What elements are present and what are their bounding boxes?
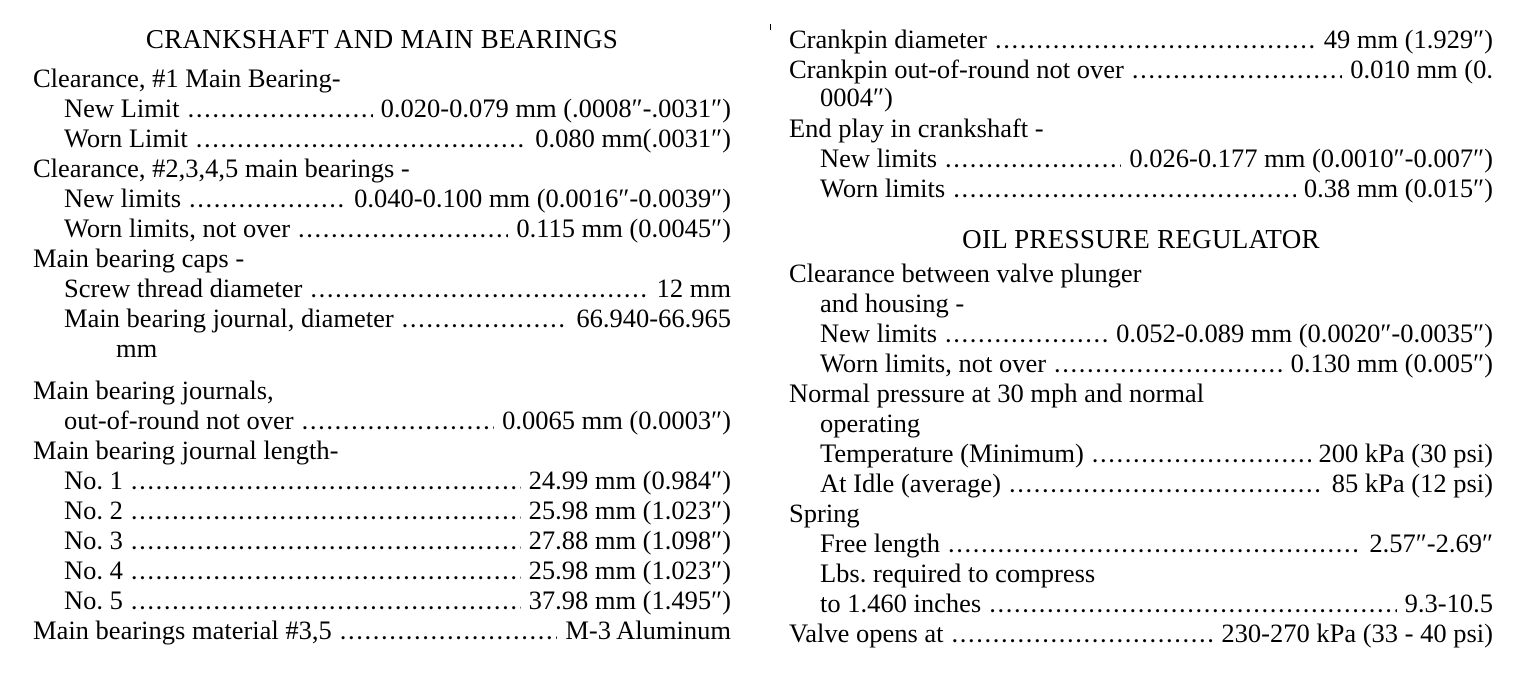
leader-dots — [302, 405, 494, 435]
spec-label: Worn Limit — [64, 123, 188, 153]
crankpin-out-of-round-continued: 0004″) — [820, 82, 893, 112]
leader-dots — [1009, 468, 1324, 498]
spec-value: 37.98 mm (1.495″) — [528, 585, 731, 615]
spec-label: Free length — [820, 528, 940, 558]
spring-heading: Spring — [789, 498, 860, 528]
spec-value: 0.0065 mm (0.0003″) — [502, 405, 731, 435]
leader-dots — [189, 183, 346, 213]
leader-dots — [340, 615, 558, 645]
leader-dots — [196, 123, 527, 153]
spec-value: 66.940-66.965 — [576, 303, 731, 333]
spec-value: 0.020-0.079 mm (.0008″-.0031″) — [380, 93, 731, 123]
spec-value: 0.080 mm(.0031″) — [535, 123, 731, 153]
column-divider — [770, 24, 771, 30]
normal-pressure-heading: Normal pressure at 30 mph and normal — [789, 378, 1205, 408]
spec-row-material — [33, 615, 731, 645]
operating-heading: operating — [820, 408, 921, 438]
leader-dots — [953, 173, 1296, 203]
spec-label: Worn limits, not over — [64, 213, 291, 243]
spec-value: 12 mm — [656, 273, 731, 303]
spec-row-no-2 — [64, 495, 731, 525]
spec-value: 0.130 mm (0.005″) — [1290, 348, 1493, 378]
spec-value: 0.026-0.177 mm (0.0010″-0.007″) — [1129, 143, 1493, 173]
leader-dots — [188, 93, 373, 123]
spec-value: 0.040-0.100 mm (0.0016″-0.0039″) — [354, 183, 731, 213]
leader-dots — [310, 273, 648, 303]
spec-row-crankpin-out-of-round — [789, 54, 1493, 84]
spec-row-no-5 — [64, 585, 731, 615]
leader-dots — [131, 495, 521, 525]
leader-dots — [989, 588, 1396, 618]
leader-dots — [402, 303, 569, 333]
spec-label: New limits — [820, 143, 938, 173]
spec-row-free-length — [820, 528, 1493, 558]
spec-value: 27.88 mm (1.098″) — [528, 525, 731, 555]
spec-value: 25.98 mm (1.023″) — [528, 495, 731, 525]
and-housing-heading: and housing - — [820, 288, 965, 318]
leader-dots — [945, 318, 1108, 348]
journals-heading: Main bearing journals, — [33, 375, 274, 405]
spec-label: Worn limits — [820, 173, 946, 203]
spec-label: New limits — [820, 318, 938, 348]
spec-label: No. 3 — [64, 525, 123, 555]
spec-value: M-3 Aluminum — [565, 615, 731, 645]
spec-row-no-4 — [64, 555, 731, 585]
spec-row-no-3 — [64, 525, 731, 555]
clearance-1-main-heading: Clearance, #1 Main Bearing- — [33, 63, 341, 93]
spec-label: New limits — [64, 183, 182, 213]
journal-diameter-unit: mm — [116, 333, 158, 363]
clearance-valve-heading: Clearance between valve plunger — [789, 258, 1142, 288]
spec-label: to 1.460 inches — [820, 588, 982, 618]
spec-label: No. 4 — [64, 555, 123, 585]
spec-row-end-play-new — [820, 143, 1493, 173]
leader-dots — [131, 555, 521, 585]
spec-value: 25.98 mm (1.023″) — [528, 555, 731, 585]
leader-dots — [945, 143, 1121, 173]
leader-dots — [952, 618, 1214, 648]
spec-row-screw-thread — [64, 273, 731, 303]
leader-dots — [131, 525, 521, 555]
spec-row-out-of-round — [64, 405, 731, 435]
lbs-required-heading: Lbs. required to compress — [820, 558, 1096, 588]
spec-label: No. 1 — [64, 465, 123, 495]
spec-value: 200 kPa (30 psi) — [1318, 438, 1493, 468]
spec-value: 0.052-0.089 mm (0.0020″-0.0035″) — [1116, 318, 1493, 348]
leader-dots — [1132, 54, 1342, 84]
spec-value: 2.57″-2.69″ — [1369, 528, 1493, 558]
spec-row-crankpin-diameter — [789, 24, 1493, 54]
spec-value: 0.38 mm (0.015″) — [1303, 173, 1493, 203]
spec-row-compress — [820, 588, 1493, 618]
leader-dots — [948, 528, 1361, 558]
spec-label: Crankpin out-of-round not over — [789, 54, 1124, 84]
leader-dots — [298, 213, 508, 243]
spec-row-new-limits — [64, 183, 731, 213]
spec-row-valve-opens — [789, 618, 1493, 648]
spec-row-temperature — [820, 438, 1493, 468]
spec-label: out-of-round not over — [64, 405, 294, 435]
spec-label: Crankpin diameter — [789, 24, 987, 54]
spec-value: 0.010 mm (0. — [1350, 54, 1493, 84]
spec-label: New Limit — [64, 93, 180, 123]
spec-row-worn-limits — [64, 213, 731, 243]
spec-value: 49 mm (1.929″) — [1323, 24, 1493, 54]
clearance-2-5-heading: Clearance, #2,3,4,5 main bearings - — [33, 153, 410, 183]
spec-row-regulator-new — [820, 318, 1493, 348]
section-heading-oil-pressure: OIL PRESSURE REGULATOR — [962, 224, 1320, 254]
spec-label: Temperature (Minimum) — [820, 438, 1084, 468]
leader-dots — [995, 24, 1316, 54]
leader-dots — [131, 585, 521, 615]
spec-row-worn-limit — [64, 123, 731, 153]
spec-row-regulator-worn — [820, 348, 1493, 378]
spec-value: 230-270 kPa (33 - 40 psi) — [1221, 618, 1493, 648]
leader-dots — [131, 465, 521, 495]
spec-label: Worn limits, not over — [820, 348, 1047, 378]
section-heading-crankshaft: CRANKSHAFT AND MAIN BEARINGS — [145, 24, 619, 54]
end-play-heading: End play in crankshaft - — [789, 113, 1044, 143]
spec-row-new-limit — [64, 93, 731, 123]
spec-label: At Idle (average) — [820, 468, 1001, 498]
spec-label: No. 5 — [64, 585, 123, 615]
spec-row-at-idle — [820, 468, 1493, 498]
spec-row-journal-diameter — [64, 303, 731, 333]
caps-heading: Main bearing caps - — [33, 243, 245, 273]
spec-label: Valve opens at — [789, 618, 944, 648]
spec-label: Screw thread diameter — [64, 273, 303, 303]
spec-row-no-1 — [64, 465, 731, 495]
spec-label: Main bearings material #3,5 — [33, 615, 332, 645]
spec-value: 0.115 mm (0.0045″) — [516, 213, 731, 243]
spec-row-end-play-worn — [820, 173, 1493, 203]
spec-label: Main bearing journal, diameter — [64, 303, 394, 333]
spec-value: 9.3-10.5 — [1404, 588, 1493, 618]
spec-value: 85 kPa (12 psi) — [1331, 468, 1493, 498]
spec-value: 24.99 mm (0.984″) — [528, 465, 731, 495]
spec-label: No. 2 — [64, 495, 123, 525]
leader-dots — [1054, 348, 1283, 378]
leader-dots — [1092, 438, 1311, 468]
journal-length-heading: Main bearing journal length- — [33, 435, 339, 465]
